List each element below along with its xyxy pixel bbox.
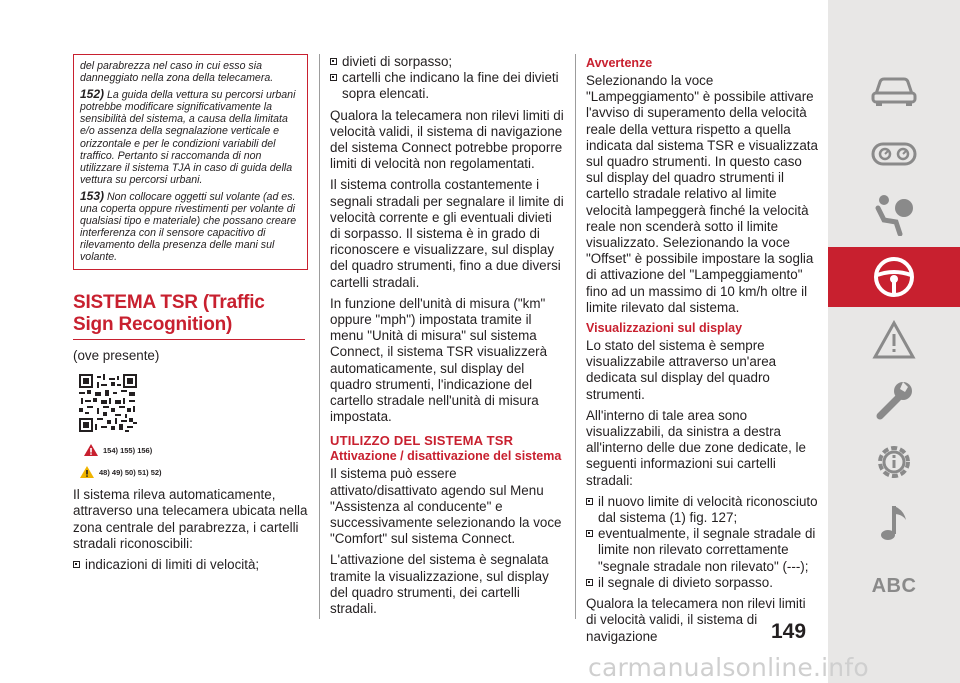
music-note-icon <box>874 500 914 544</box>
watermark: carmanualsonline.info <box>588 653 869 682</box>
list-item <box>330 70 565 102</box>
warning-note-continuation: del parabrezza nel caso in cui esso sia danneggiato nella zona della telecamera. <box>80 60 274 85</box>
page-number: 149 <box>771 620 807 643</box>
paragraph: L'attivazione del sistema è segnalata tramite la visualizzazione, sul display del quadro strumenti, dei cartelli stradali. <box>330 552 549 617</box>
steering-wheel-icon <box>872 255 916 299</box>
sidebar-item-maintenance[interactable] <box>828 370 960 430</box>
qr-code[interactable] <box>79 374 137 432</box>
caution-refs-row <box>79 465 308 479</box>
list-item <box>586 494 818 526</box>
subsection-heading-activation: Attivazione / disattivazione del sistema <box>330 449 562 464</box>
paragraph: In funzione dell'unità di misura ("km" oppure "mph") impostata tramite il menu "Unità di misura" sul sistema Connect, il sistema TSR visualizzerà automaticamente, sul display del quadro strumenti, l'indicazione del cartello stradale nell'unità di misura impostata. <box>330 295 548 425</box>
sidebar-item-index[interactable] <box>828 556 960 616</box>
abc-index-label: ABC <box>871 574 917 597</box>
warning-refs-row <box>83 443 308 457</box>
dashboard-gauges-icon <box>870 136 918 172</box>
subsection-heading-display: Visualizzazioni sul display <box>586 321 743 336</box>
sidebar-item-technical-data[interactable] <box>828 432 960 492</box>
danger-triangle-icon <box>83 443 99 457</box>
wrench-icon <box>872 378 916 422</box>
list-item <box>73 557 308 573</box>
list-item <box>330 54 565 70</box>
list-item-text: il segnale di divieto sorpasso. <box>598 574 773 590</box>
warning-triangle-icon <box>872 320 916 360</box>
intro-paragraph: Il sistema rileva automaticamente, attraverso una telecamera ubicata nella zona centrale del parabrezza, i cartelli stradali riconoscibili: <box>73 487 308 551</box>
subsection-heading-warnings: Avvertenze <box>586 56 653 70</box>
right-column <box>586 54 818 650</box>
list-item-text: eventualmente, il segnale stradale di limite non rilevato correttamente "segnale stradale non rilevato" (---); <box>598 526 816 574</box>
middle-column <box>330 54 565 622</box>
warning-note-152 <box>80 88 301 186</box>
checkbox-bullet-icon <box>330 58 337 65</box>
warning-refs: 154) 155) 156) <box>103 445 153 455</box>
list-item-text: divieti di sorpasso; <box>342 54 453 69</box>
subsection-heading-use: UTILIZZO DEL SISTEMA TSR <box>330 433 514 449</box>
checkbox-bullet-icon <box>586 579 593 586</box>
checkbox-bullet-icon <box>586 498 593 505</box>
left-column <box>73 54 308 573</box>
checkbox-bullet-icon <box>330 74 337 81</box>
checkbox-bullet-icon <box>586 530 593 537</box>
availability-note: (ove presente) <box>73 348 160 363</box>
paragraph: Il sistema può essere attivato/disattivato agendo sul Menu "Assistenza al conducente" e successivamente selezionando la voce "Comfort" sul sistema Connect. <box>330 466 562 547</box>
column-divider <box>319 54 320 619</box>
airbag-person-icon <box>870 192 918 236</box>
sidebar-item-safety[interactable] <box>828 184 960 244</box>
sidebar-item-dashboard[interactable] <box>828 124 960 184</box>
paragraph: Il sistema controlla costantemente i segnali stradali per segnalare il limite di velocità corrente e gli eventuali divieti di sorpasso. Il sistema è in grado di riconoscere e visualizzare, sul display del quadro strumenti, fino a due diversi cartelli stradali. <box>330 177 564 290</box>
warning-notes-box <box>73 54 308 270</box>
sidebar-item-driving[interactable] <box>828 247 960 307</box>
paragraph: Qualora la telecamera non rilevi limiti di velocità validi, il sistema di navigazione del sistema Connect potrebbe proporre limiti di velocità non regolamentati. <box>330 107 564 172</box>
paragraph: Selezionando la voce "Lampeggiamento" è possibile attivare l'avviso di superamento della velocità reale della vettura rispetto a quella indicata dal sistema TSR e visualizzata sul quadro strumenti. In questo caso sul display del quadro strumenti il cartello stradale relativo al limite velocità lampeggerà finché la velocità reale non scenderà sotto il limite visualizzato. Selezionando la voce "Offset" è possibile impostare la soglia di attivazione del "Lampeggiamento" fino ad un massimo di 10 km/h oltre il limite rilevato dal sistema. <box>586 73 818 315</box>
caution-refs: 48) 49) 50) 51) 52) <box>99 467 162 477</box>
section-title: SISTEMA TSR (Traffic Sign Recognition) <box>73 291 265 335</box>
note-number: 153) <box>80 188 105 203</box>
note-text: Non collocare oggetti sul volante (ad es. una coperta oppure rivestimenti per volante di qualsiasi tipo e materiale) che possano creare interferenza con il sensore capacitivo di rilevamento della presenza delle mani sul volante. <box>80 190 297 264</box>
list-item <box>586 575 818 591</box>
paragraph: Lo stato del sistema è sempre visualizzabile attraverso un'area dedicata sul display del quadro strumenti. <box>586 338 777 402</box>
paragraph: All'interno di tale area sono visualizzabili, da sinistra a destra all'interno delle due zone dedicate, le seguenti informazioni sui cartelli stradali: <box>586 407 806 488</box>
list-item-text: cartelli che indicano la fine dei divieti sopra elencati. <box>342 70 559 102</box>
note-text: La guida della vettura su percorsi urbani potrebbe modificare significativamente la sensibilità del sistema, a causa della limitata e/o assenza della segnalazione verticale e orizzontale e per le condizioni variabili del traffico. Pertanto si raccomanda di non utilizzare il sistema TJA in caso di guida della vettura su percorsi urbani. <box>80 89 296 186</box>
checkbox-bullet-icon <box>73 561 80 568</box>
list-item-text: il nuovo limite di velocità riconosciuto dal sistema (1) fig. 127; <box>598 493 818 526</box>
warning-note-153 <box>80 190 301 264</box>
chapter-sidebar <box>828 0 960 683</box>
column-divider <box>575 54 576 619</box>
caution-triangle-icon <box>79 465 95 479</box>
note-number: 152) <box>80 87 105 102</box>
title-underline <box>73 339 305 341</box>
paragraph: Qualora la telecamera non rilevi limiti di velocità validi, il sistema di navigazione <box>586 596 806 644</box>
list-item <box>586 526 818 575</box>
sidebar-item-multimedia[interactable] <box>828 492 960 552</box>
gear-info-icon <box>872 440 916 484</box>
car-icon <box>870 72 918 108</box>
list-item-text: indicazioni di limiti di velocità; <box>85 557 260 573</box>
sidebar-item-car[interactable] <box>828 60 960 120</box>
body-text <box>73 487 308 573</box>
sidebar-item-emergency[interactable] <box>828 310 960 370</box>
